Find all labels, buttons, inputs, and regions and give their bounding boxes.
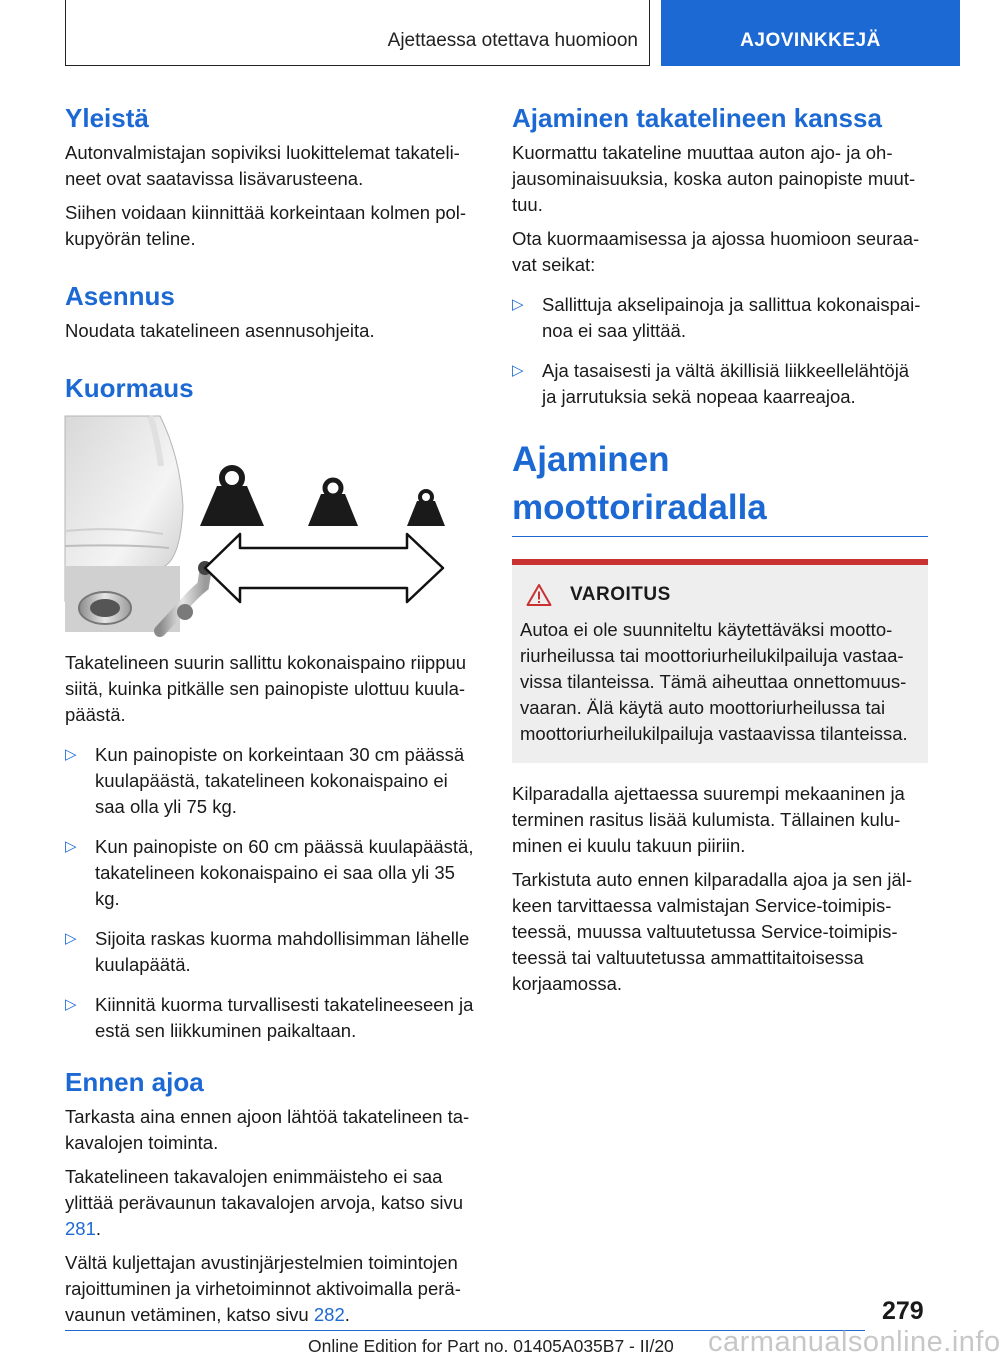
list-item: ▷ Kun painopiste on 60 cm päässä kuulapäästä, takatelineen kokonaispaino ei saa olla yli 35 kg.	[65, 836, 474, 909]
bullet-arrow-icon: ▷	[65, 838, 77, 855]
chapter-label: AJOVINKKEJÄ	[740, 30, 881, 51]
paragraph: Noudata takatelineen asennusohjeita.	[65, 320, 375, 341]
paragraph: Vältä kuljettajan avustinjärjestelmien toimintojen rajoittuminen ja virhetoiminnot aktivoimalla perä- vaunun vetäminen, katso sivu 282.	[65, 1252, 461, 1325]
section-title: Ajettaessa otettava huomioon	[387, 30, 638, 51]
paragraph: Autonvalmistajan sopiviksi luokittelemat takateli- neet ovat saatavissa lisävarusteena.	[65, 142, 460, 189]
warning-text: Autoa ei ole suunniteltu käytettäväksi mootto- riurheilussa tai moottoriurheilukilpailuja vastaa- vissa tilanteissa. Tämä aiheuttaa onnettomuus- vaaran. Älä käytä auto moottoriurheilussa tai moottoriurheilukilpailuja vastaavissa tilanteissa.	[520, 619, 908, 744]
page-header	[0, 0, 960, 66]
page-link-282[interactable]: 282	[313, 1304, 345, 1325]
list-item: ▷ Aja tasaisesti ja vältä äkillisiä liikkeellelähtöjä ja jarrutuksia sekä nopeaa kaarreajoa.	[512, 360, 910, 407]
heading-asennus: Asennus	[65, 281, 175, 311]
tow-hitch-load-illustration	[65, 416, 480, 632]
watermark: carmanualsonline.info	[708, 1326, 1001, 1358]
weight-medium-icon	[308, 480, 358, 526]
list-item: ▷ Kun painopiste on korkeintaan 30 cm päässä kuulapäästä, takatelineen kokonaispaino ei saa olla yli 75 kg.	[65, 744, 465, 817]
paragraph: Takatelineen takavalojen enimmäisteho ei saa ylittää perävaunun takavalojen arvoja, katso sivu 281.	[65, 1166, 463, 1239]
paragraph: Tarkistuta auto ennen kilparadalla ajoa ja sen jäl- keen tarvittaessa valmistajan Service-toimipis- teessä, muussa valtuutetussa Service-toimipis- teessä tai valtuutetussa ammattitaitoisessa korjaamossa.	[512, 869, 913, 994]
warning-box	[512, 559, 928, 763]
list-item: ▷ Sallittuja akselipainoja ja sallittua kokonaispai- noa ei saa ylittää.	[512, 294, 921, 341]
paragraph: Ota kuormaamisessa ja ajossa huomioon seuraa- vat seikat:	[512, 228, 920, 275]
footer-edition: Online Edition for Part no. 01405A035B7 - II/20	[308, 1336, 674, 1356]
paragraph: Takatelineen suurin sallittu kokonaispaino riippuu siitä, kuinka pitkälle sen painopiste ulottuu kuula- päästä.	[65, 652, 467, 725]
kuormaus-list	[65, 742, 480, 1044]
heading-kuormaus: Kuormaus	[65, 373, 194, 403]
page-link-281[interactable]: 281	[65, 1218, 96, 1239]
chapter-tab[interactable]	[661, 0, 960, 66]
paragraph: Kuormattu takateline muuttaa auton ajo- ja oh- jausominaisuuksia, koska auton painopiste muut- tuu.	[512, 142, 916, 215]
paragraph: Tarkasta aina ennen ajoon lähtöä takatelineen ta- kavalojen toiminta.	[65, 1106, 470, 1153]
paragraph: Kilparadalla ajettaessa suurempi mekaaninen ja terminen rasitus lisää kulumista. Tällainen kulu- minen ei kuulu takuun piiriin.	[512, 783, 905, 856]
weight-large-icon	[200, 468, 264, 526]
heading-rule	[512, 536, 928, 537]
heading-ennen-ajoa: Ennen ajoa	[65, 1067, 204, 1097]
bullet-arrow-icon: ▷	[512, 362, 524, 379]
bullet-arrow-icon: ▷	[65, 996, 77, 1013]
list-item: ▷ Sijoita raskas kuorma mahdollisimman lähelle kuulapäätä.	[65, 928, 470, 975]
heading-ajaminen-takatelineen: Ajaminen takatelineen kanssa	[512, 103, 882, 133]
list-item: ▷ Kiinnitä kuorma turvallisesti takatelineeseen ja estä sen liikkuminen paikaltaan.	[65, 994, 474, 1041]
warning-triangle-icon	[526, 583, 552, 607]
bullet-arrow-icon: ▷	[65, 930, 77, 947]
bullet-arrow-icon: ▷	[65, 746, 77, 763]
weight-small-icon	[407, 491, 445, 526]
left-column	[65, 100, 480, 1336]
bullet-arrow-icon: ▷	[512, 296, 524, 313]
page-number: 279	[882, 1297, 924, 1325]
heading-moottoriradalla: Ajaminen moottoriradalla	[512, 440, 767, 527]
right-column	[512, 100, 928, 1005]
ajaminen-list	[512, 292, 928, 410]
paragraph: Siihen voidaan kiinnittää korkeintaan kolmen pol- kupyörän teline.	[65, 202, 467, 249]
warning-title: VAROITUS	[570, 584, 671, 605]
heading-yleista: Yleistä	[65, 103, 149, 133]
